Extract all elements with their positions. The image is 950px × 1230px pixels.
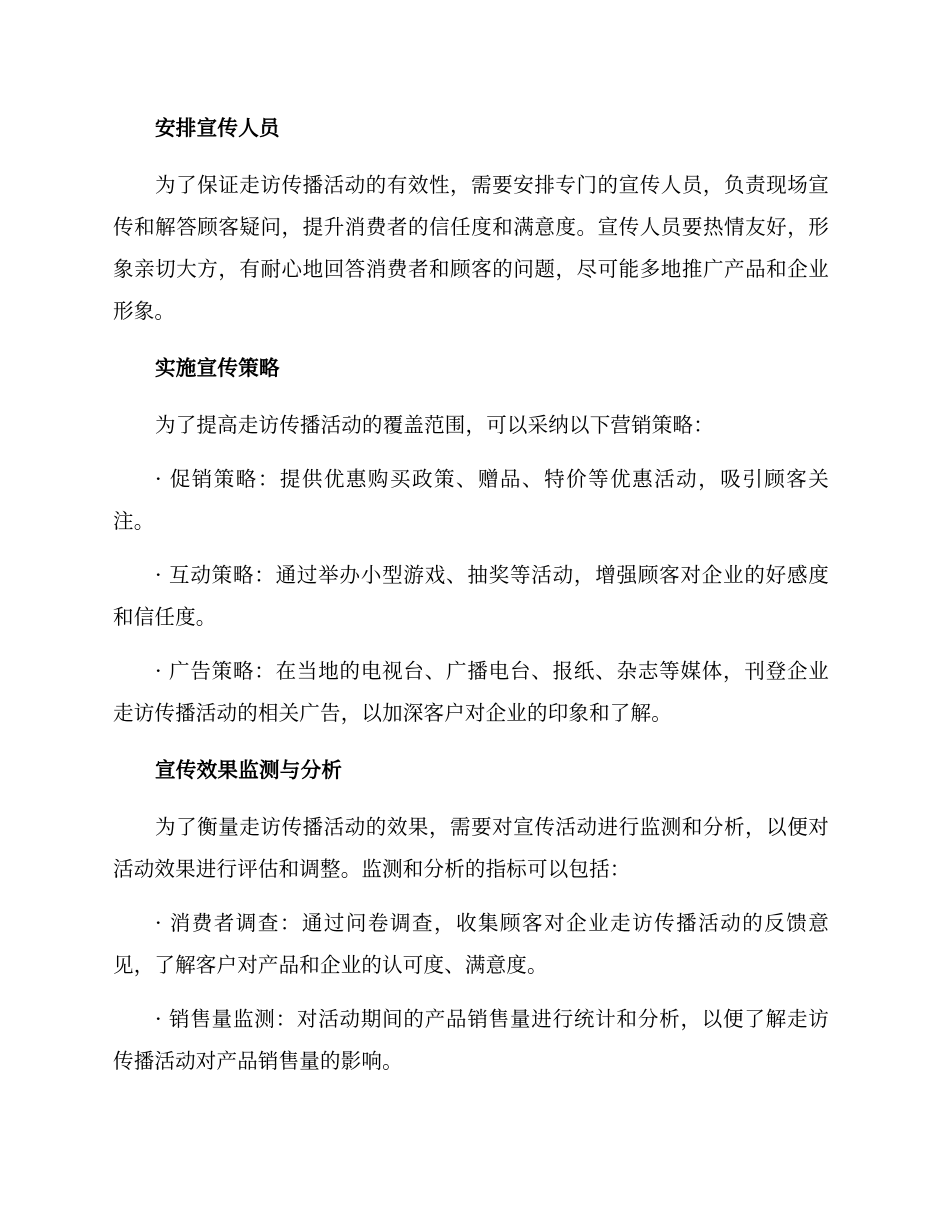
paragraph-strategy-intro: 为了提高走访传播活动的覆盖范围，可以采纳以下营销策略：	[155, 413, 714, 437]
bullet-interaction-strategy: · 互动策略：通过举办小型游戏、抽奖等活动，增强顾客对企业的好感度和信任度。	[113, 563, 829, 629]
section-heading-monitoring: 宣传效果监测与分析	[155, 758, 343, 782]
paragraph-staffing: 为了保证走访传播活动的有效性，需要安排专门的宣传人员，负责现场宣传和解答顾客疑问，提升消费者的信任度和满意度。宣传人员要热情友好，形象亲切大方，有耐心地回答消费者和顾客的问题，尽可能多地推广产品和企业形象。	[113, 173, 829, 323]
bullet-advertising-strategy: · 广告策略：在当地的电视台、广播电台、报纸、杂志等媒体，刊登企业走访传播活动的相关广告，以加深客户对企业的印象和了解。	[113, 659, 829, 725]
bullet-sales-monitoring: · 销售量监测：对活动期间的产品销售量进行统计和分析，以便了解走访传播活动对产品销售量的影响。	[113, 1007, 829, 1073]
document-body	[113, 112, 829, 1082]
section-heading-strategy: 实施宣传策略	[155, 356, 280, 380]
paragraph-monitoring-intro: 为了衡量走访传播活动的效果，需要对宣传活动进行监测和分析，以便对活动效果进行评估和调整。监测和分析的指标可以包括：	[113, 815, 829, 881]
bullet-promotion-strategy: · 促销策略：提供优惠购买政策、赠品、特价等优惠活动，吸引顾客关注。	[113, 467, 829, 533]
bullet-consumer-survey: · 消费者调查：通过问卷调查，收集顾客对企业走访传播活动的反馈意见，了解客户对产品和企业的认可度、满意度。	[113, 911, 829, 977]
section-heading-staffing: 安排宣传人员	[155, 116, 280, 140]
